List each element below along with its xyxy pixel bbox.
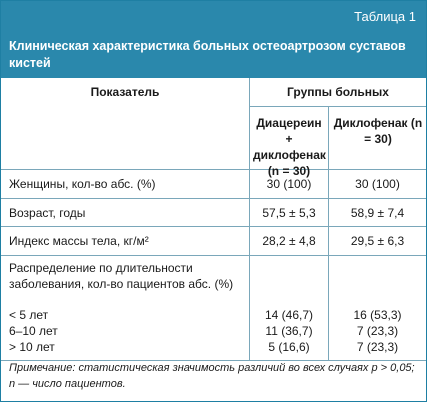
duration-label-gt10: > 10 лет	[9, 340, 55, 354]
row-divider	[1, 226, 426, 227]
header-indicator: Показатель	[90, 85, 160, 99]
row-divider	[1, 255, 426, 256]
duration-gt10-g2: 7 (23,3)	[356, 340, 399, 354]
duration-lt5-g1: 14 (46,7)	[264, 308, 314, 322]
subheader-divider	[249, 106, 426, 107]
header-group1: Диацереин + диклофенак (n = 30)	[253, 116, 326, 178]
table-note: Примечание: статистическая значимость различий во всех случаях р > 0,05; n — число пациентов.	[9, 362, 415, 390]
row-age-g2: 58,9 ± 7,4	[350, 206, 405, 220]
duration-label-6-10: 6–10 лет	[9, 324, 58, 338]
duration-label-lt5: < 5 лет	[9, 308, 49, 322]
row-label-duration: Распределение по длительности заболевания, кол-во пациентов абс. (%)	[9, 261, 234, 291]
header-groups: Группы больных	[287, 85, 389, 99]
row-bmi-g2: 29,5 ± 6,3	[350, 234, 405, 248]
row-age-g1: 57,5 ± 5,3	[262, 206, 316, 220]
row-divider	[1, 169, 426, 170]
row-bmi-g1: 28,2 ± 4,8	[262, 234, 316, 248]
row-label-age: Возраст, годы	[9, 206, 86, 220]
row-label-women: Женщины, кол-во абс. (%)	[9, 177, 156, 191]
duration-6-10-g1: 11 (36,7)	[265, 324, 313, 338]
duration-6-10-g2: 7 (23,3)	[356, 324, 399, 338]
duration-lt5-g2: 16 (53,3)	[353, 308, 402, 322]
duration-gt10-g1: 5 (16,6)	[268, 340, 310, 354]
row-women-g1: 30 (100)	[266, 177, 312, 191]
row-label-bmi: Индекс массы тела, кг/м²	[9, 234, 149, 248]
table-number: Таблица 1	[354, 9, 416, 24]
header-group2: Диклофенак (n = 30)	[333, 116, 423, 146]
row-divider	[1, 198, 426, 199]
table-title: Клиническая характеристика больных остеоартрозом суставов кистей	[9, 39, 406, 70]
table-header	[1, 1, 426, 78]
row-women-g2: 30 (100)	[355, 177, 400, 191]
